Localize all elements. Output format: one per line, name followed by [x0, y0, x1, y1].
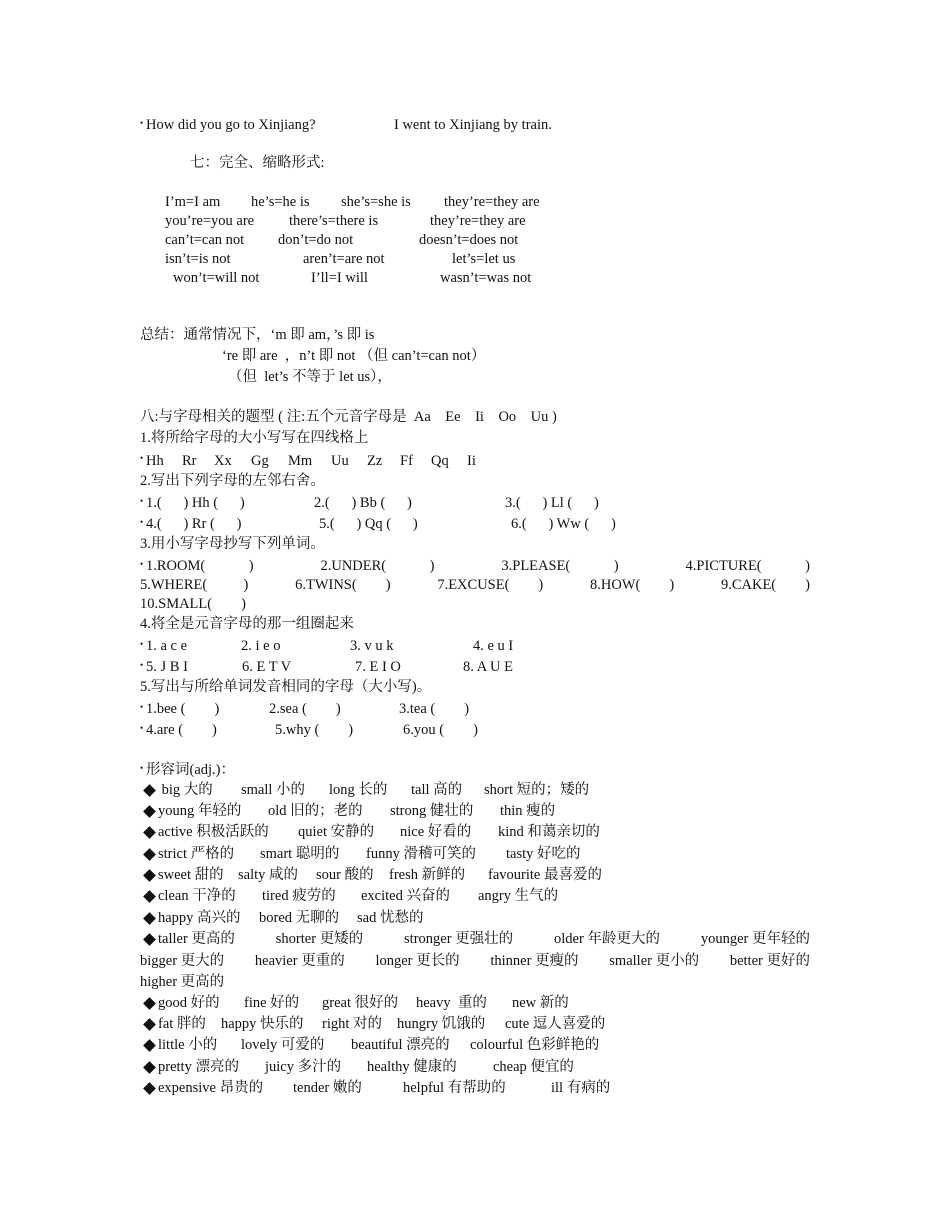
question-3-item: 3.PLEASE( )	[501, 558, 619, 574]
intro-answer: I went to Xinjiang by train.	[394, 117, 552, 133]
adj-item: heavier 更重的	[254, 953, 345, 969]
contraction: there’s=there is	[289, 213, 379, 229]
adj-item: nice 好看的	[400, 824, 472, 840]
diamond-bullet-icon	[143, 933, 156, 946]
letter-pair: Hh	[146, 453, 164, 469]
bullet: •	[140, 496, 144, 506]
question-3-item: 5.WHERE( )	[140, 577, 249, 593]
adj-item: great 很好的	[322, 995, 399, 1011]
contraction: aren’t=are not	[303, 251, 385, 267]
adj-item: old 旧的；老的	[268, 803, 363, 819]
adj-item: lovely 可爱的	[241, 1037, 325, 1053]
adj-item: quiet 安静的	[298, 824, 375, 840]
question-4-item: 2. i e o	[241, 638, 281, 654]
contraction: can’t=can not	[165, 232, 245, 248]
diamond-bullet-icon	[143, 1018, 156, 1031]
adj-item: ill 有病的	[551, 1080, 611, 1096]
question-2-title: 2.写出下列字母的左邻右舍。	[140, 473, 325, 489]
question-3-row-2	[140, 576, 810, 594]
letter-pair: Qq	[431, 453, 449, 469]
question-2-item: 4.( ) Rr ( )	[146, 516, 242, 532]
adj-item: excited 兴奋的	[361, 888, 450, 904]
adj-item: healthy 健康的	[367, 1059, 457, 1075]
adj-item: taller 更高的	[158, 931, 235, 947]
contraction: don’t=do not	[278, 232, 354, 248]
adj-item: new 新的	[512, 995, 569, 1011]
question-2-item: 2.( ) Bb ( )	[314, 495, 412, 511]
diamond-bullet-icon	[143, 826, 156, 839]
question-3-item: 4.PICTURE( )	[685, 558, 810, 574]
summary-line: ‘re 即 are ，n’t 即 not （但 can’t=can not）	[222, 348, 486, 364]
question-5-item: 3.tea ( )	[399, 701, 470, 717]
bullet: •	[140, 639, 144, 649]
adjectives-title: 形容词(adj.)：	[146, 762, 235, 778]
letter-pair: Rr	[182, 453, 197, 469]
adj-item: stronger 更强壮的	[404, 931, 514, 947]
adj-item: sour 酸的	[316, 867, 374, 883]
adj-item: expensive 昂贵的	[158, 1080, 264, 1096]
letter-pair: Ff	[400, 453, 413, 469]
diamond-bullet-icon	[143, 869, 156, 882]
diamond-bullet-icon	[143, 912, 156, 925]
adj-item: smart 聪明的	[260, 846, 340, 862]
question-3-title: 3.用小写字母抄写下列单词。	[140, 536, 325, 552]
diamond-bullet-icon	[143, 1039, 156, 1052]
adj-item: bored 无聊的	[259, 910, 340, 926]
letter-pair: Uu	[331, 453, 349, 469]
diamond-bullet-icon	[143, 890, 156, 903]
question-3-item: 9.CAKE( )	[720, 577, 810, 593]
adj-item: tired 疲劳的	[262, 888, 336, 904]
question-5-item: 1.bee ( )	[146, 701, 220, 717]
adj-item: angry 生气的	[478, 888, 559, 904]
question-3-item: 7.EXCUSE( )	[437, 577, 544, 593]
letter-pair: Mm	[288, 453, 313, 469]
contraction: doesn’t=does not	[419, 232, 519, 248]
contraction: she’s=she is	[341, 194, 411, 210]
bullet: •	[140, 660, 144, 670]
section-8-title: 八:与字母相关的题型 ( 注:五个元音字母是 Aa Ee Ii Oo Uu )	[140, 409, 557, 425]
adj-item: young 年轻的	[158, 803, 242, 819]
adj-item: funny 滑稽可笑的	[366, 846, 476, 862]
adj-item: younger 更年轻的	[700, 931, 810, 947]
letter-pair: Zz	[367, 453, 383, 469]
question-2-item: 5.( ) Qq ( )	[319, 516, 418, 532]
adj-item: tall 高的	[411, 782, 463, 798]
adj-item: beautiful 漂亮的	[351, 1037, 450, 1053]
adj-item: hungry 饥饿的	[397, 1016, 486, 1032]
adj-item: sad 忧愁的	[357, 910, 424, 926]
adj-item: fat 胖的	[158, 1016, 206, 1032]
comparatives-row-2	[140, 952, 810, 970]
diamond-bullet-icon	[143, 997, 156, 1010]
adj-item: little 小的	[158, 1037, 218, 1053]
adj-item: small 小的	[241, 782, 306, 798]
contraction: I’ll=I will	[311, 270, 368, 286]
adj-item: longer 更长的	[375, 953, 460, 969]
adj-item: thin 瘦的	[500, 803, 556, 819]
adj-item: fresh 新鲜的	[389, 867, 466, 883]
question-4-item: 3. v u k	[350, 638, 394, 654]
section-7-title: 七：完全、缩略形式:	[190, 155, 325, 171]
contraction: won’t=will not	[173, 270, 260, 286]
bullet: •	[140, 723, 144, 733]
question-3-item: 1.ROOM( )	[146, 558, 254, 574]
adj-item: older 年龄更大的	[554, 931, 660, 947]
contraction: isn’t=is not	[165, 251, 231, 267]
question-4-item: 6. E T V	[242, 659, 292, 675]
adj-item: strong 健壮的	[390, 803, 474, 819]
question-4-item: 5. J B I	[146, 659, 188, 675]
diamond-bullet-icon	[143, 1082, 156, 1095]
contraction: they’re=they are	[430, 213, 526, 229]
adj-item: strict 严格的	[158, 846, 235, 862]
adj-item: short 短的；矮的	[484, 782, 590, 798]
question-3-item: 8.HOW( )	[590, 577, 675, 593]
adj-item: heavy 重的	[416, 995, 487, 1011]
contraction: he’s=he is	[251, 194, 310, 210]
bullet: •	[140, 517, 144, 527]
adj-item: better 更好的	[729, 953, 810, 969]
question-3-row-1	[146, 557, 810, 575]
bullet: •	[140, 702, 144, 712]
question-3-item: 10.SMALL( )	[140, 596, 246, 612]
adj-item: helpful 有帮助的	[403, 1080, 506, 1096]
adj-item: juicy 多汁的	[265, 1059, 342, 1075]
adj-item: higher 更高的	[140, 974, 225, 990]
question-4-item: 1. a c e	[146, 638, 188, 654]
adj-item: happy 高兴的	[158, 910, 241, 926]
adj-item: tender 嫩的	[293, 1080, 362, 1096]
contraction: let’s=let us	[452, 251, 516, 267]
diamond-bullet-icon	[143, 1061, 156, 1074]
question-2-item: 1.( ) Hh ( )	[146, 495, 245, 511]
question-1-title: 1.将所给字母的大小写写在四线格上	[140, 430, 369, 446]
question-5-item: 2.sea ( )	[269, 701, 341, 717]
question-4-title: 4.将全是元音字母的那一组圈起来	[140, 616, 354, 632]
adj-item: sweet 甜的	[158, 867, 224, 883]
intro-question: How did you go to Xinjiang?	[146, 117, 316, 133]
letter-pair: Xx	[214, 453, 232, 469]
adj-item: cute 逗人喜爱的	[505, 1016, 606, 1032]
question-5-item: 6.you ( )	[403, 722, 478, 738]
summary-line: （但 let’s 不等于 let us），	[228, 369, 392, 385]
question-2-item: 3.( ) Ll ( )	[505, 495, 599, 511]
question-5-item: 5.why ( )	[275, 722, 354, 738]
contraction: you’re=you are	[165, 213, 255, 229]
question-4-item: 4. e u I	[473, 638, 514, 654]
summary-line: 总结：通常情况下，‘m 即 am，’s 即 is	[140, 327, 375, 343]
letter-pair: Ii	[467, 453, 476, 469]
adj-item: long 长的	[329, 782, 388, 798]
contraction: they’re=they are	[444, 194, 540, 210]
adj-item: shorter 更矮的	[275, 931, 364, 947]
question-5-item: 4.are ( )	[146, 722, 217, 738]
question-4-item: 7. E I O	[355, 659, 401, 675]
letter-pair: Gg	[251, 453, 269, 469]
contraction: I’m=I am	[165, 194, 221, 210]
adj-item: kind 和蔼亲切的	[498, 824, 600, 840]
adj-item: fine 好的	[244, 995, 300, 1011]
question-3-item: 6.TWINS( )	[295, 577, 391, 593]
question-2-item: 6.( ) Ww ( )	[511, 516, 616, 532]
bullet: •	[140, 763, 144, 773]
adj-item: happy 快乐的	[221, 1016, 304, 1032]
adj-item: clean 干净的	[158, 888, 236, 904]
comparatives-row-1	[158, 930, 810, 948]
question-3-item: 2.UNDER( )	[320, 558, 435, 574]
adj-item: colourful 色彩鲜艳的	[470, 1037, 600, 1053]
question-4-item: 8. A U E	[463, 659, 513, 675]
adj-item: thinner 更瘦的	[490, 953, 579, 969]
question-5-title: 5.写出与所给单词发音相同的字母（大小写)。	[140, 679, 432, 695]
adj-item: smaller 更小的	[609, 953, 700, 969]
adj-item: salty 咸的	[238, 867, 299, 883]
diamond-bullet-icon	[143, 805, 156, 818]
adj-item: bigger 更大的	[140, 953, 225, 969]
adj-item: big 大的	[158, 782, 213, 798]
adj-item: cheap 便宜的	[493, 1059, 574, 1075]
bullet: •	[140, 559, 144, 569]
adj-item: right 对的	[322, 1016, 383, 1032]
adj-item: tasty 好吃的	[506, 846, 581, 862]
bullet: •	[140, 453, 144, 463]
adj-item: good 好的	[158, 995, 220, 1011]
diamond-bullet-icon	[143, 848, 156, 861]
adj-item: pretty 漂亮的	[158, 1059, 239, 1075]
diamond-bullet-icon	[143, 784, 156, 797]
adj-item: active 积极活跃的	[158, 824, 269, 840]
contraction: wasn’t=was not	[440, 270, 532, 286]
bullet: •	[140, 118, 144, 128]
adj-item: favourite 最喜爱的	[488, 867, 602, 883]
